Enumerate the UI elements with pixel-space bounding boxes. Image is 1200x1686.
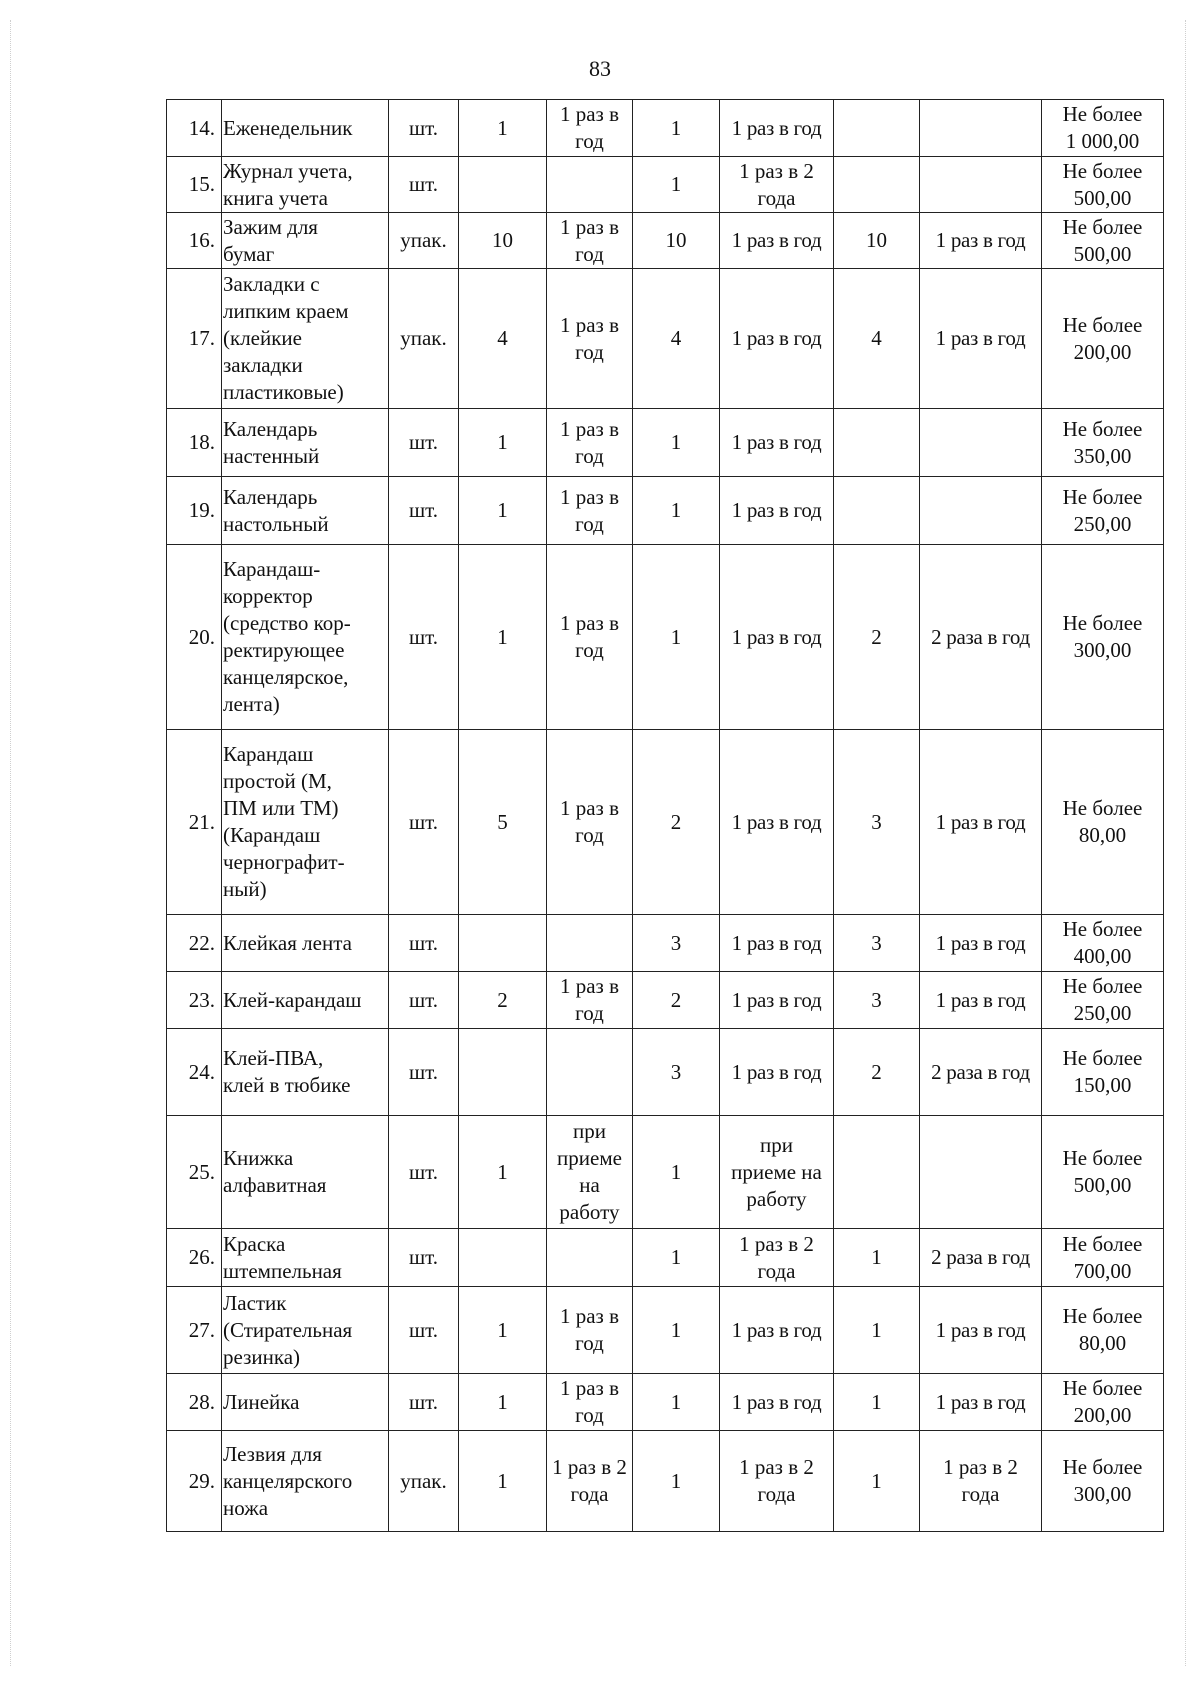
unit: шт.	[389, 545, 459, 730]
frequency-2: 1 раз в год	[720, 213, 834, 269]
quantity-1: 1	[459, 545, 547, 730]
frequency-2: 1 раз в год	[720, 730, 834, 915]
frequency-3: 1 раз в год	[920, 213, 1042, 269]
quantity-1: 5	[459, 730, 547, 915]
frequency-2: 1 раз в год	[720, 545, 834, 730]
row-number: 26.	[167, 1229, 222, 1287]
item-name: Лезвия для канцелярского ножа	[222, 1431, 389, 1532]
item-name: Календарь настенный	[222, 409, 389, 477]
quantity-3	[834, 1116, 920, 1229]
frequency-3	[920, 409, 1042, 477]
frequency-1: 1 раз в год	[547, 100, 633, 157]
quantity-3	[834, 409, 920, 477]
frequency-2: 1 раз в год	[720, 1374, 834, 1431]
quantity-2: 1	[633, 100, 720, 157]
quantity-2: 1	[633, 1287, 720, 1374]
item-name: Ластик (Стирательная резинка)	[222, 1287, 389, 1374]
scan-edge-left	[10, 20, 11, 1666]
frequency-2: при приеме на работу	[720, 1116, 834, 1229]
price-limit: Не более 500,00	[1042, 157, 1164, 213]
supplies-table	[166, 99, 1164, 1532]
table-row	[167, 477, 1164, 545]
frequency-3: 2 раза в год	[920, 1029, 1042, 1116]
table-row	[167, 1229, 1164, 1287]
item-name: Карандаш- корректор (средство кор- ректирующее канцелярское, лента)	[222, 545, 389, 730]
quantity-1	[459, 915, 547, 972]
frequency-2: 1 раз в 2 года	[720, 1431, 834, 1532]
item-name: Краска штемпельная	[222, 1229, 389, 1287]
table-row	[167, 545, 1164, 730]
price-limit: Не более 500,00	[1042, 213, 1164, 269]
row-number: 18.	[167, 409, 222, 477]
quantity-1: 10	[459, 213, 547, 269]
frequency-3: 1 раз в 2 года	[920, 1431, 1042, 1532]
frequency-2: 1 раз в 2 года	[720, 157, 834, 213]
frequency-3	[920, 477, 1042, 545]
item-name: Клей-карандаш	[222, 972, 389, 1029]
quantity-3: 1	[834, 1431, 920, 1532]
item-name: Журнал учета, книга учета	[222, 157, 389, 213]
frequency-3: 1 раз в год	[920, 972, 1042, 1029]
frequency-2: 1 раз в год	[720, 409, 834, 477]
quantity-1: 4	[459, 269, 547, 409]
frequency-1: 1 раз в год	[547, 213, 633, 269]
quantity-2: 1	[633, 1431, 720, 1532]
unit: упак.	[389, 1431, 459, 1532]
item-name: Еженедельник	[222, 100, 389, 157]
row-number: 16.	[167, 213, 222, 269]
unit: упак.	[389, 213, 459, 269]
frequency-3: 1 раз в год	[920, 915, 1042, 972]
item-name: Карандаш простой (М, ПМ или ТМ) (Карандаш чернографит- ный)	[222, 730, 389, 915]
row-number: 25.	[167, 1116, 222, 1229]
price-limit: Не более 400,00	[1042, 915, 1164, 972]
quantity-3: 3	[834, 972, 920, 1029]
row-number: 15.	[167, 157, 222, 213]
quantity-1	[459, 1229, 547, 1287]
table-row	[167, 915, 1164, 972]
quantity-2: 2	[633, 972, 720, 1029]
frequency-2: 1 раз в год	[720, 1029, 834, 1116]
quantity-2: 1	[633, 1374, 720, 1431]
price-limit: Не более 250,00	[1042, 972, 1164, 1029]
row-number: 14.	[167, 100, 222, 157]
table-row	[167, 1431, 1164, 1532]
table-row	[167, 157, 1164, 213]
quantity-1: 1	[459, 1287, 547, 1374]
unit: шт.	[389, 1287, 459, 1374]
page-number: 83	[589, 56, 611, 81]
quantity-3: 2	[834, 545, 920, 730]
quantity-3	[834, 157, 920, 213]
quantity-1: 1	[459, 477, 547, 545]
quantity-3: 1	[834, 1287, 920, 1374]
unit: шт.	[389, 1374, 459, 1431]
quantity-2: 10	[633, 213, 720, 269]
quantity-2: 1	[633, 1116, 720, 1229]
unit: упак.	[389, 269, 459, 409]
table-row	[167, 1116, 1164, 1229]
quantity-2: 2	[633, 730, 720, 915]
quantity-1: 1	[459, 100, 547, 157]
quantity-3: 4	[834, 269, 920, 409]
price-limit: Не более 300,00	[1042, 1431, 1164, 1532]
price-limit: Не более 700,00	[1042, 1229, 1164, 1287]
table-row	[167, 730, 1164, 915]
quantity-3: 10	[834, 213, 920, 269]
price-limit: Не более 500,00	[1042, 1116, 1164, 1229]
price-limit: Не более 150,00	[1042, 1029, 1164, 1116]
unit: шт.	[389, 730, 459, 915]
item-name: Зажим для бумаг	[222, 213, 389, 269]
row-number: 17.	[167, 269, 222, 409]
frequency-3: 1 раз в год	[920, 269, 1042, 409]
frequency-1	[547, 1229, 633, 1287]
frequency-1: 1 раз в год	[547, 269, 633, 409]
frequency-2: 1 раз в 2 года	[720, 1229, 834, 1287]
price-limit: Не более 80,00	[1042, 1287, 1164, 1374]
price-limit: Не более 350,00	[1042, 409, 1164, 477]
frequency-3	[920, 100, 1042, 157]
row-number: 22.	[167, 915, 222, 972]
frequency-1	[547, 1029, 633, 1116]
quantity-3: 2	[834, 1029, 920, 1116]
row-number: 21.	[167, 730, 222, 915]
frequency-1: 1 раз в год	[547, 1287, 633, 1374]
quantity-3: 3	[834, 915, 920, 972]
quantity-3	[834, 477, 920, 545]
table-row	[167, 213, 1164, 269]
unit: шт.	[389, 1116, 459, 1229]
frequency-1: 1 раз в год	[547, 730, 633, 915]
quantity-1	[459, 157, 547, 213]
quantity-1: 1	[459, 1374, 547, 1431]
frequency-3	[920, 157, 1042, 213]
frequency-2: 1 раз в год	[720, 915, 834, 972]
unit: шт.	[389, 157, 459, 213]
row-number: 28.	[167, 1374, 222, 1431]
quantity-3	[834, 100, 920, 157]
price-limit: Не более 200,00	[1042, 1374, 1164, 1431]
unit: шт.	[389, 972, 459, 1029]
row-number: 27.	[167, 1287, 222, 1374]
frequency-2: 1 раз в год	[720, 477, 834, 545]
price-limit: Не более 1 000,00	[1042, 100, 1164, 157]
table-row	[167, 1374, 1164, 1431]
frequency-3	[920, 1116, 1042, 1229]
table-row	[167, 269, 1164, 409]
table-row	[167, 1287, 1164, 1374]
frequency-2: 1 раз в год	[720, 1287, 834, 1374]
table-row	[167, 1029, 1164, 1116]
quantity-1: 1	[459, 1431, 547, 1532]
item-name: Закладки с липким краем (клейкие закладки пластиковые)	[222, 269, 389, 409]
quantity-3: 1	[834, 1229, 920, 1287]
frequency-3: 1 раз в год	[920, 1374, 1042, 1431]
scan-edge-right	[1185, 20, 1186, 1666]
frequency-1	[547, 915, 633, 972]
quantity-2: 3	[633, 1029, 720, 1116]
frequency-1: 1 раз в год	[547, 477, 633, 545]
frequency-2: 1 раз в год	[720, 972, 834, 1029]
unit: шт.	[389, 1229, 459, 1287]
quantity-2: 4	[633, 269, 720, 409]
quantity-2: 1	[633, 157, 720, 213]
row-number: 29.	[167, 1431, 222, 1532]
frequency-3: 1 раз в год	[920, 1287, 1042, 1374]
quantity-2: 1	[633, 409, 720, 477]
quantity-3: 1	[834, 1374, 920, 1431]
row-number: 20.	[167, 545, 222, 730]
quantity-1: 1	[459, 1116, 547, 1229]
price-limit: Не более 80,00	[1042, 730, 1164, 915]
frequency-3: 2 раза в год	[920, 1229, 1042, 1287]
unit: шт.	[389, 1029, 459, 1116]
table-row	[167, 100, 1164, 157]
row-number: 23.	[167, 972, 222, 1029]
item-name: Книжка алфавитная	[222, 1116, 389, 1229]
frequency-3: 2 раза в год	[920, 545, 1042, 730]
quantity-2: 1	[633, 545, 720, 730]
item-name: Клейкая лента	[222, 915, 389, 972]
quantity-1: 2	[459, 972, 547, 1029]
frequency-1: при приеме на работу	[547, 1116, 633, 1229]
unit: шт.	[389, 100, 459, 157]
price-limit: Не более 250,00	[1042, 477, 1164, 545]
table-row	[167, 972, 1164, 1029]
quantity-2: 1	[633, 1229, 720, 1287]
unit: шт.	[389, 409, 459, 477]
quantity-3: 3	[834, 730, 920, 915]
frequency-1: 1 раз в 2 года	[547, 1431, 633, 1532]
price-limit: Не более 200,00	[1042, 269, 1164, 409]
quantity-1	[459, 1029, 547, 1116]
frequency-1: 1 раз в год	[547, 409, 633, 477]
quantity-1: 1	[459, 409, 547, 477]
item-name: Линейка	[222, 1374, 389, 1431]
frequency-1: 1 раз в год	[547, 545, 633, 730]
quantity-2: 3	[633, 915, 720, 972]
item-name: Клей-ПВА, клей в тюбике	[222, 1029, 389, 1116]
price-limit: Не более 300,00	[1042, 545, 1164, 730]
frequency-1: 1 раз в год	[547, 972, 633, 1029]
row-number: 19.	[167, 477, 222, 545]
frequency-1	[547, 157, 633, 213]
item-name: Календарь настольный	[222, 477, 389, 545]
row-number: 24.	[167, 1029, 222, 1116]
frequency-2: 1 раз в год	[720, 269, 834, 409]
quantity-2: 1	[633, 477, 720, 545]
unit: шт.	[389, 915, 459, 972]
frequency-1: 1 раз в год	[547, 1374, 633, 1431]
table-row	[167, 409, 1164, 477]
frequency-2: 1 раз в год	[720, 100, 834, 157]
frequency-3: 1 раз в год	[920, 730, 1042, 915]
unit: шт.	[389, 477, 459, 545]
